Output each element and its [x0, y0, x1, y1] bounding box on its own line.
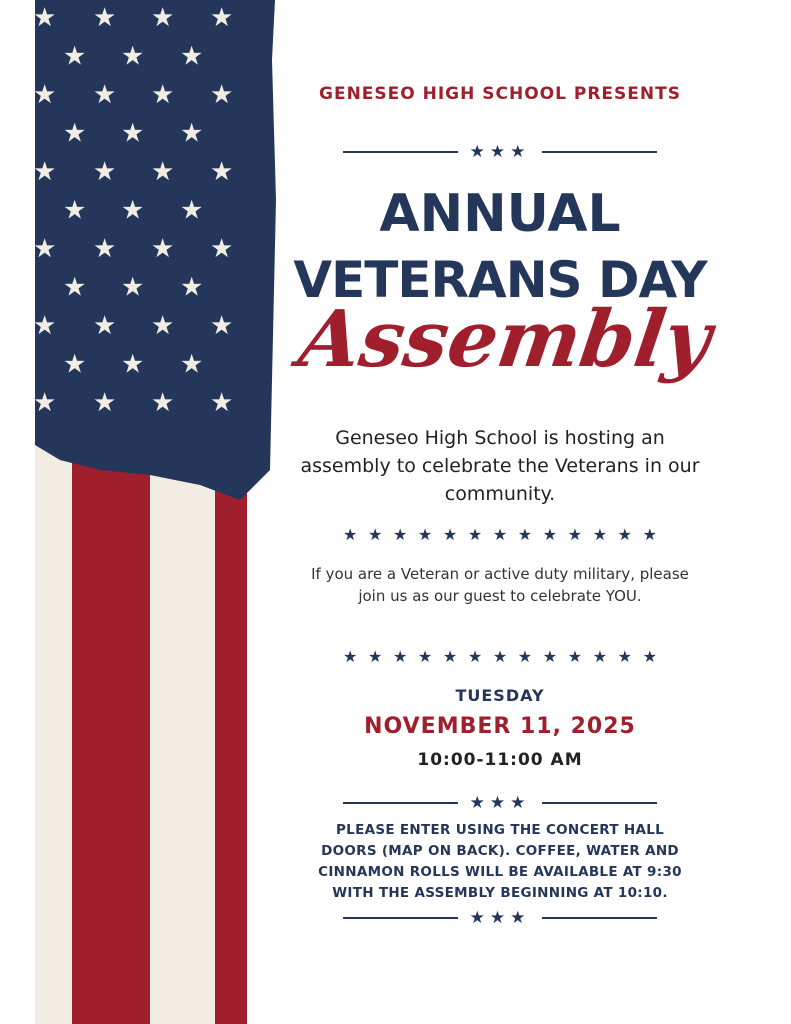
flag-star-icon: ★ — [33, 157, 57, 187]
flag-star-icon: ★ — [63, 272, 87, 303]
star-divider — [343, 793, 657, 813]
flag-star-icon: ★ — [93, 3, 117, 33]
flag-star-icon: ★ — [121, 118, 145, 149]
star-icon: ★ — [392, 525, 408, 544]
title-line-2: VETERANS DAY — [293, 251, 707, 309]
title-line-1: ANNUAL — [379, 184, 621, 244]
flag-star-icon: ★ — [121, 272, 145, 303]
star-icon: ★ — [467, 647, 483, 666]
flag-star-icon: ★ — [180, 41, 204, 72]
star-icon: ★ — [442, 647, 458, 666]
flag-star-icon: ★ — [151, 3, 175, 33]
invitation: If you are a Veteran or active duty military, please join us as our guest to celebrate YOU. — [311, 565, 689, 605]
stars-icon: ★★★ — [469, 142, 531, 162]
star-row-divider — [343, 525, 657, 544]
star-icon: ★ — [542, 525, 558, 544]
flag-star-icon: ★ — [63, 349, 87, 380]
flag-star-icon: ★ — [63, 41, 87, 72]
flag-star-icon: ★ — [151, 234, 175, 264]
flag-star-icon: ★ — [180, 195, 204, 226]
star-icon: ★ — [567, 647, 583, 666]
flag-star-icon: ★ — [33, 3, 57, 33]
stars-icon: ★★★ — [469, 908, 531, 928]
star-icon: ★ — [442, 525, 458, 544]
star-divider — [343, 908, 657, 928]
star-divider — [343, 142, 657, 162]
flag-star-icon: ★ — [210, 388, 234, 418]
star-icon: ★ — [517, 647, 533, 666]
flag-star-icon: ★ — [93, 157, 117, 187]
star-icon: ★ — [617, 525, 632, 544]
flag-star-icon: ★ — [180, 349, 204, 380]
flag-star-icon: ★ — [33, 311, 57, 341]
flag-star-icon: ★ — [33, 234, 57, 264]
star-icon: ★ — [617, 647, 632, 666]
event-day: TUESDAY — [455, 686, 545, 705]
flag-star-icon: ★ — [180, 118, 204, 149]
star-icon: ★ — [567, 525, 583, 544]
flag-star-icon: ★ — [121, 41, 145, 72]
star-icon: ★ — [467, 525, 483, 544]
star-icon: ★ — [642, 647, 657, 666]
star-icon: ★ — [492, 525, 508, 544]
star-icon: ★ — [492, 647, 508, 666]
title-script: Assembly — [293, 294, 717, 385]
star-icon: ★ — [367, 525, 383, 544]
flag-star-icon: ★ — [93, 311, 117, 341]
flag-star-icon: ★ — [210, 157, 234, 187]
flag-star-icon: ★ — [121, 349, 145, 380]
flag-star-icon: ★ — [93, 388, 117, 418]
flag-star-icon: ★ — [210, 80, 234, 110]
flag-star-icon: ★ — [33, 80, 57, 110]
flag-star-icon: ★ — [210, 234, 234, 264]
flag-star-icon: ★ — [210, 311, 234, 341]
star-icon: ★ — [592, 647, 608, 666]
star-icon: ★ — [542, 647, 558, 666]
event-time: 10:00-11:00 AM — [417, 750, 583, 770]
star-icon: ★ — [417, 525, 433, 544]
american-flag-graphic — [0, 0, 290, 1024]
description: Geneseo High School is hosting an assembly to celebrate the Veterans in our community. — [300, 427, 700, 505]
flag-star-icon: ★ — [63, 118, 87, 149]
star-row-divider — [343, 647, 657, 666]
stars-icon: ★★★ — [469, 793, 531, 813]
star-icon: ★ — [417, 647, 433, 666]
flag-star-icon: ★ — [63, 195, 87, 226]
star-icon: ★ — [343, 525, 358, 544]
star-icon: ★ — [367, 647, 383, 666]
star-icon: ★ — [343, 647, 358, 666]
flag-star-icon: ★ — [33, 388, 57, 418]
flag-star-icon: ★ — [180, 272, 204, 303]
flag-star-icon: ★ — [210, 3, 234, 33]
flag-star-icon: ★ — [93, 234, 117, 264]
flag-stars — [33, 3, 233, 418]
flag-star-icon: ★ — [151, 311, 175, 341]
flag-star-icon: ★ — [151, 388, 175, 418]
flag-star-icon: ★ — [93, 80, 117, 110]
event-date: NOVEMBER 11, 2025 — [364, 714, 636, 739]
star-icon: ★ — [592, 525, 608, 544]
presenter-heading: GENESEO HIGH SCHOOL PRESENTS — [319, 84, 681, 104]
flag-star-icon: ★ — [151, 157, 175, 187]
star-icon: ★ — [392, 647, 408, 666]
event-details: PLEASE ENTER USING THE CONCERT HALL DOORS (MAP ON BACK). COFFEE, WATER AND CINNAMON ROLLS WILL BE AVAILABLE AT 9:30 WITH THE ASSEMBLY BEGINNING AT 10:10. — [318, 822, 682, 901]
flag-star-icon: ★ — [121, 195, 145, 226]
star-icon: ★ — [642, 525, 657, 544]
flag-star-icon: ★ — [151, 80, 175, 110]
star-icon: ★ — [517, 525, 533, 544]
